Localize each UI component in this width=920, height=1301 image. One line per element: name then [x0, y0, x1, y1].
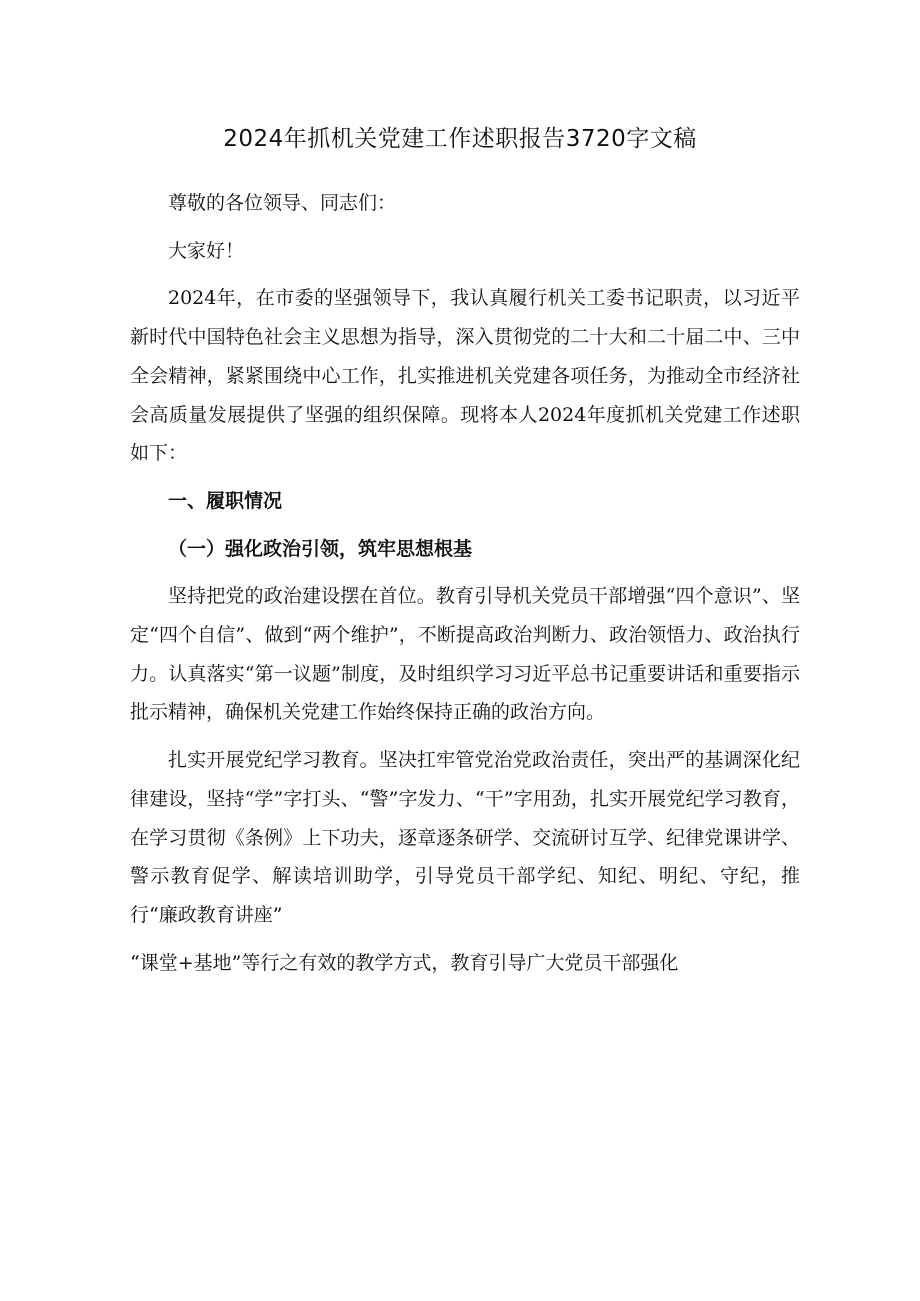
greeting: 大家好！ — [168, 239, 245, 262]
intro-paragraph: 2024年，在市委的坚强领导下，我认真履行机关工委书记职责，以习近平新时代中国特色社会主义思想为指导，深入贯彻党的二十大和二十届二中、三中全会精神，紧紧围绕中心工作，扎实推进机关党建各项任务，为推动全市经济社会高质量发展提供了坚强的组织保障。现将本人2024年度抓机关党建工作述职如下： — [130, 287, 800, 465]
body-paragraph: 坚持把党的政治建设摆在首位。教育引导机关党员干部增强“四个意识”、坚定“四个自信”、做到“两个维护”，不断提高政治判断力、政治领悟力、政治执行力。认真落实“第一议题”制度，及时组织学习习近平总书记重要讲话和重要指示批示精神，确保机关党建工作始终保持正确的政治方向。 — [130, 585, 800, 724]
document-title: 2024年抓机关党建工作述职报告3720字文稿 — [223, 126, 697, 152]
salutation: 尊敬的各位领导、同志们： — [168, 192, 397, 214]
subsection-heading: （一）强化政治引领，筑牢思想根基 — [168, 537, 473, 560]
body-paragraph-continued: “课堂+基地”等行之有效的教学方式，教育引导广大党员干部强化 — [130, 951, 679, 974]
body-paragraph: 扎实开展党纪学习教育。坚决扛牢管党治党政治责任，突出严的基调深化纪律建设，坚持“学”字打头、“警”字发力、“干”字用劲，扎实开展党纪学习教育，在学习贯彻《条例》上下功夫，逐章逐条研学、交流研讨互学、纪律党课讲学、警示教育促学、解读培训助学，引导党员干部学纪、知纪、明纪、守纪，推行“廉政教育讲座” — [130, 749, 800, 926]
document-body — [130, 184, 800, 991]
section-heading: 一、履职情况 — [168, 489, 283, 512]
